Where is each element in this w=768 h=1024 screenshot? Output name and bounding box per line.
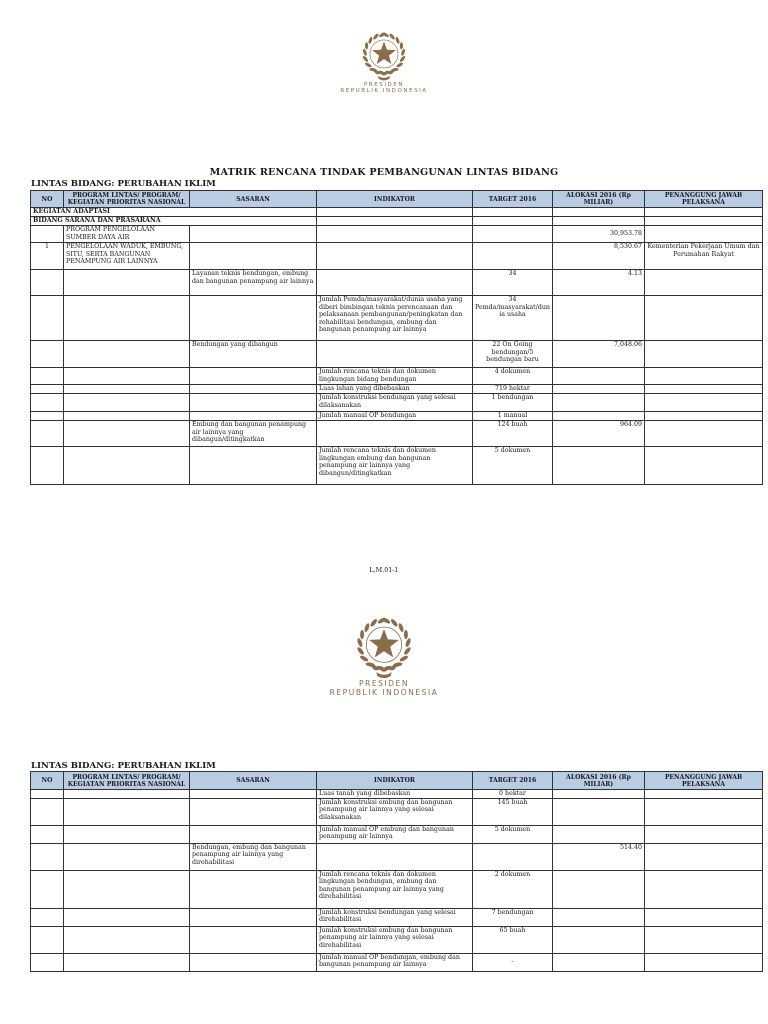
table-row: Luas tanah yang dibebaskan 0 hektar	[31, 790, 763, 799]
header-penanggung: PENANGGUNG JAWAB PELAKSANA	[645, 191, 763, 208]
table-row: Embung dan bangunan penampung air lainnya yang dibangun/ditingkatkan 124 buah 964.09	[31, 421, 763, 447]
kegiatan-prioritas-row: 1 PENGELOLAAN WADUK, EMBUNG, SITU, SERTA BANGUNAN PENAMPUNG AIR LAINNYA 8,530.67 Kementerian Pekerjaan Umum dan Perumahan Rakyat	[31, 243, 763, 270]
table-row: Jumlah Pemda/masyarakat/dunia usaha yang diberi bimbingan teknis perencanaan dan pelaksanaan pembangunan/peningkatan dan rehabilitasi bendungan, embung dan bangunan penampung air lainnya 34 Pemda/masyarakat/dunia usaha	[31, 296, 763, 341]
table-row: Luas lahan yang dibebaskan 719 hektar	[31, 385, 763, 394]
table-header-row	[31, 772, 763, 790]
table-row: Bendungan yang dibangun 22 On Going bendungan/5 bendungan baru 7,048.06	[31, 341, 763, 368]
section-title: LINTAS BIDANG: PERUBAHAN IKLIM	[31, 761, 216, 771]
table-row: Jumlah konstruksi embung dan bangunan penampung air lainnya yang selesai direhabilitasi 65 buah	[31, 926, 763, 953]
program-row: PROGRAM PENGELOLAAN SUMBER DAYA AIR 30,953.78	[31, 226, 763, 243]
table-row: Jumlah konstruksi bendungan yang selesai dilaksanakan 1 bendungan	[31, 394, 763, 412]
table-row: Jumlah manual OP embung dan bangunan penampung air lainnya 5 dokumen	[31, 825, 763, 843]
table-row: Bendungan, embung dan bangunan penampung air lainnya yang direhabilitasi 514.40	[31, 843, 763, 870]
table-row: Jumlah rencana teknis dan dokumen lingkungan bidang bendungan 4 dokumen	[31, 368, 763, 385]
page-number: L.M.01-1	[369, 566, 399, 574]
table-row: Jumlah manual OP bendungan 1 manual	[31, 412, 763, 421]
kegiatan-row: KEGIATAN ADAPTASI	[31, 208, 763, 217]
document-title: MATRIK RENCANA TINDAK PEMBANGUNAN LINTAS BIDANG	[209, 167, 559, 178]
header-alokasi: ALOKASI 2016 (Rp MILIAR)	[553, 191, 645, 208]
emblem-caption: PRESIDEN REPUBLIK INDONESIA	[340, 82, 428, 95]
table-row: Jumlah manual OP bendungan, embung dan bangunan penampung air lainnya -	[31, 953, 763, 971]
header-program: PROGRAM LINTAS/ PROGRAM/ KEGIATAN PRIORITAS NASIONAL	[64, 191, 190, 208]
table-row: Jumlah rencana teknis dan dokumen lingkungan bendungan, embung dan bangunan penampung air lainnya yang direhabilitasi 2 dokumen	[31, 870, 763, 908]
table-header-row	[31, 191, 763, 208]
presidential-emblem-top	[0, 28, 768, 95]
section-title: LINTAS BIDANG: PERUBAHAN IKLIM	[31, 179, 216, 189]
header-penanggung: PENANGGUNG JAWAB PELAKSANA	[645, 772, 763, 790]
table-row: Jumlah konstruksi bendungan yang selesai direhabilitasi 7 bendungan	[31, 908, 763, 926]
header-indikator: INDIKATOR	[317, 191, 473, 208]
header-alokasi: ALOKASI 2016 (Rp MILIAR)	[553, 772, 645, 790]
matrix-table-2	[30, 771, 763, 972]
header-target: TARGET 2016	[473, 191, 553, 208]
matrix-table-1	[30, 190, 763, 485]
header-no: NO	[31, 191, 64, 208]
table-row: Layanan teknis bendungan, embung dan bangunan penampung air lainnya 34 4.13	[31, 270, 763, 296]
header-indikator: INDIKATOR	[317, 772, 473, 790]
table-row: Jumlah rencana teknis dan dokumen lingkungan embung dan bangunan penampung air lainnya yang dibangun/ditingkatkan 5 dokumen	[31, 447, 763, 485]
header-target: TARGET 2016	[473, 772, 553, 790]
garuda-seal-icon	[345, 612, 423, 680]
presidential-emblem-bottom	[0, 612, 768, 697]
bidang-row: BIDANG SARANA DAN PRASARANA	[31, 217, 763, 226]
header-sasaran: SASARAN	[190, 772, 317, 790]
header-no: NO	[31, 772, 64, 790]
header-program: PROGRAM LINTAS/ PROGRAM/ KEGIATAN PRIORITAS NASIONAL	[64, 772, 190, 790]
header-sasaran: SASARAN	[190, 191, 317, 208]
emblem-caption: PRESIDEN REPUBLIK INDONESIA	[329, 679, 439, 697]
table-row: Jumlah konstruksi embung dan bangunan penampung air lainnya yang selesai dilaksanakan 145 buah	[31, 798, 763, 825]
garuda-seal-icon	[358, 28, 410, 82]
